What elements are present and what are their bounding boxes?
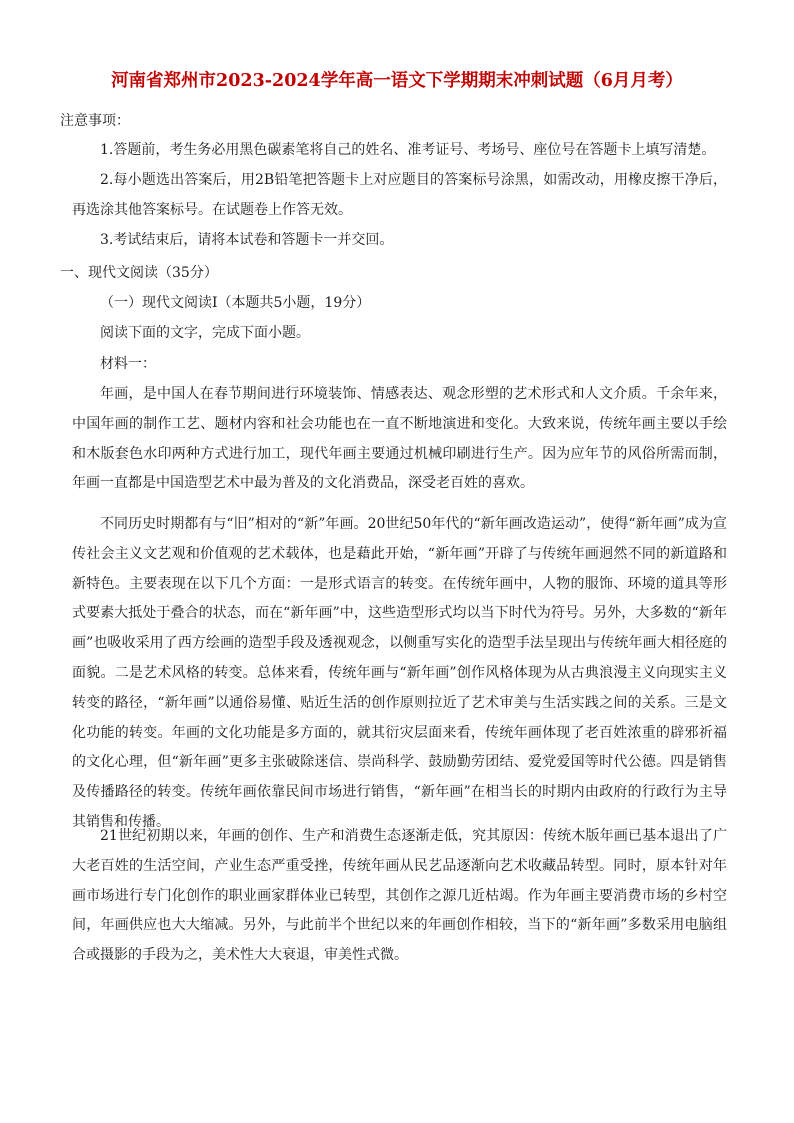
- page-title: 河南省郑州市2023-2024学年高一语文下学期期末冲刺试题（6月月考）: [111, 71, 683, 91]
- reading-instruction: 阅读下面的文字，完成下面小题。: [100, 325, 310, 341]
- section-heading: 一、现代文阅读（35分）: [60, 265, 218, 281]
- notes-item-3: 3.考试结束后，请将本试卷和答题卡一并交回。: [100, 232, 394, 248]
- paragraph-1: 年画，是中国人在春节期间进行环境装饰、情感表达、观念形塑的艺术形式和人文介质。千余年来，中国年画的制作工艺、题材内容和社会功能也在一直不断地演进和变化。大致来说，传统年画主要以手绘和木版套色水印两种方式进行加工，现代年画主要通过机械印刷进行生产。因为应年节的风俗所需而制，年画一直都是中国造型艺术中最为普及的文化消费品，深受老百姓的喜欢。: [72, 386, 727, 492]
- subsection-heading: （一）现代文阅读Ⅰ（本题共5小题，19分）: [100, 295, 371, 311]
- notes-heading: 注意事项：: [60, 113, 130, 129]
- paragraph-3: 21世纪初期以来，年画的创作、生产和消费生态逐渐走低，究其原因：传统木版年画已基本退出了广大老百姓的生活空间，产业生态严重受挫，传统年画从民艺品逐渐向艺术收藏品转型。同时，原本针对年画市场进行专门化创作的职业画家群体业已转型，其创作之源几近枯竭。作为年画主要消费市场的乡村空间，年画供应也大大缩减。另外，与此前半个世纪以来的年画创作相较，当下的“新年画”多数采用电脑组合或摄影的手段为之，美术性大大衰退，审美性式微。: [72, 828, 727, 964]
- paragraph-2: 不同历史时期都有与“旧”相对的“新”年画。20世纪50年代的“新年画改造运动”，使得“新年画”成为宣传社会主义文艺观和价值观的艺术载体，也是藉此开始，“新年画”开辟了与传统年画迥然不同的新道路和新特色。主要表现在以下几个方面：一是形式语言的转变。在传统年画中，人物的服饰、环境的道具等形式要素大抵处于叠合的状态，而在“新年画”中，这些造型形式均以当下时代为符号。另外，大多数的“新年画”也吸收采用了西方绘画的造型手段及透视观念，以侧重写实化的造型手法呈现出与传统年画大相径庭的面貌。二是艺术风格的转变。总体来看，传统年画与“新年画”创作风格体现为从古典浪漫主义向现实主义转变的路径，“新年画”以通俗易懂、贴近生活的创作原则拉近了艺术审美与生活实践之间的关系。三是文化功能的转变。年画的文化功能是多方面的，就其衍灾层面来看，传统年画体现了老百姓浓重的辟邪祈福的文化心理，但“新年画”更多主张破除迷信、崇尚科学、鼓励勤劳团结、爱党爱国等时代公德。四是销售及传播路径的转变。传统年画依靠民间市场进行销售，“新年画”在相当长的时期内由政府的行政行为主导其销售和传播。: [72, 516, 727, 830]
- notes-item-1: 1.答题前，考生务必用黑色碳素笔将自己的姓名、准考证号、考场号、座位号在答题卡上填写清楚。: [100, 142, 716, 158]
- notes-item-2: 2.每小题选出答案后，用2B铅笔把答题卡上对应题目的答案标号涂黑，如需改动，用橡皮擦干净后，再选涂其他答案标号。在试题卷上作答无效。: [72, 172, 727, 218]
- material-label: 材料一：: [100, 356, 156, 372]
